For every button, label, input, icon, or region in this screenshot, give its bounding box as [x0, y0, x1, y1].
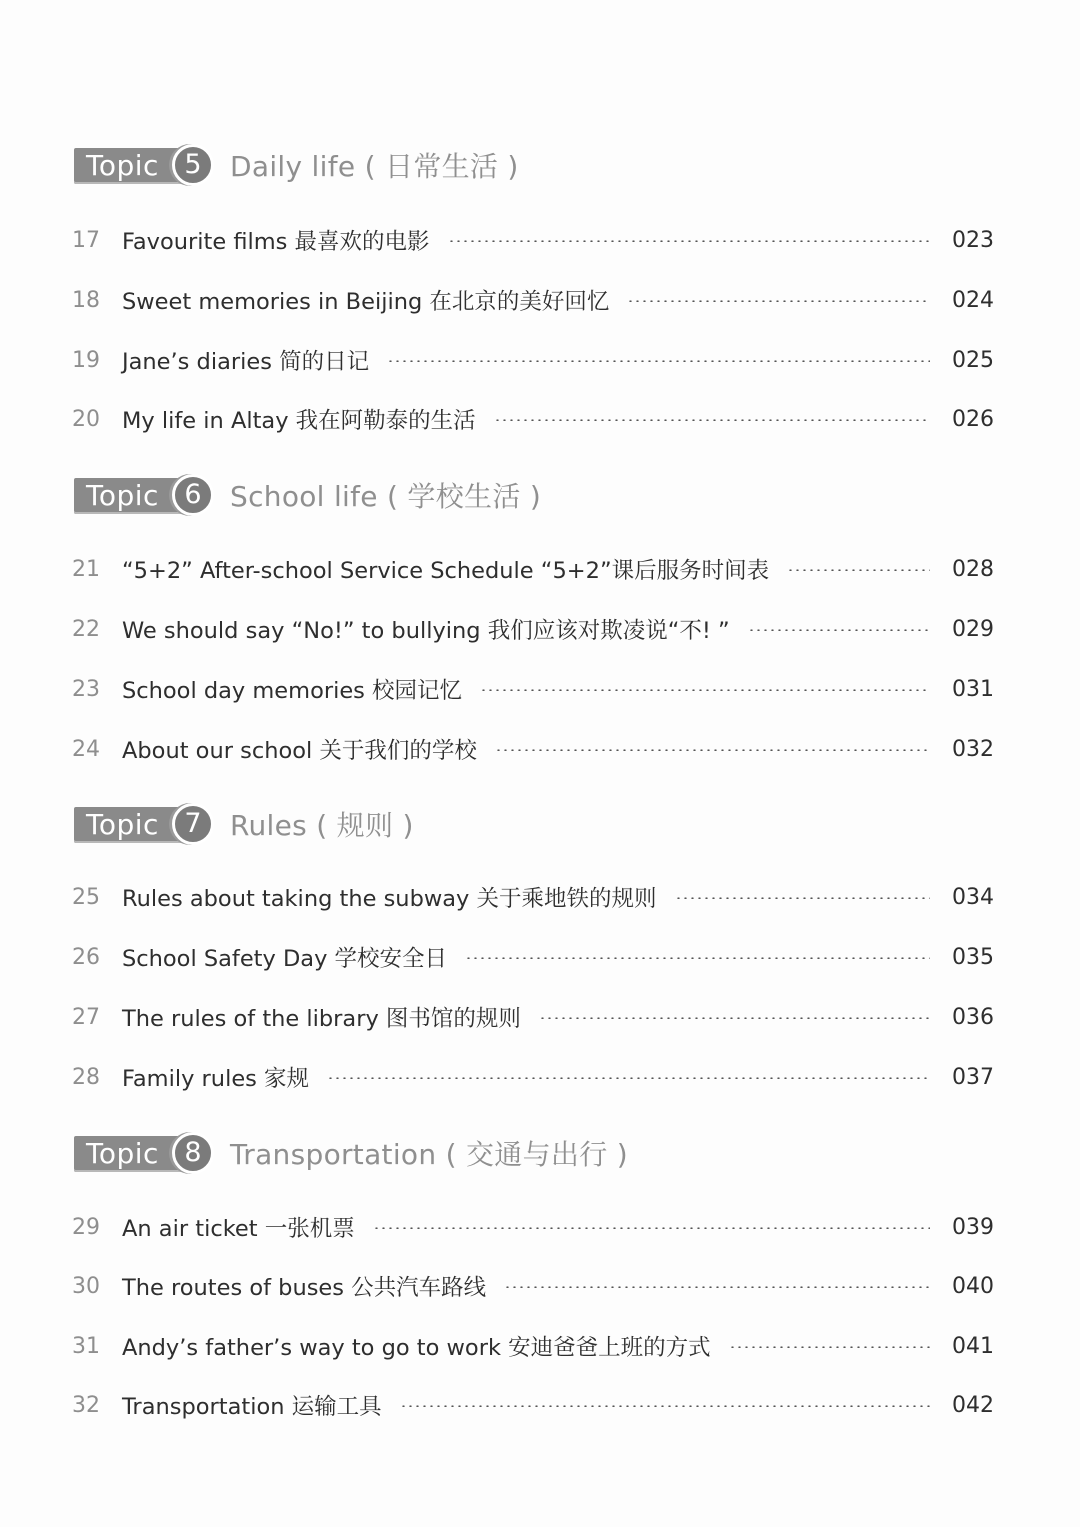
entry-page-number: 023 — [952, 227, 994, 253]
toc-entry[interactable] — [72, 1388, 994, 1422]
topic-badge — [72, 144, 220, 186]
toc-entry[interactable] — [72, 283, 994, 317]
topic-number-circle — [172, 1132, 214, 1174]
topic-number-circle — [172, 144, 214, 186]
dot-leader — [627, 300, 930, 302]
topic-title: School life ( 学校生活 ) — [230, 480, 542, 513]
toc-entry[interactable] — [72, 402, 994, 436]
topic-header — [72, 470, 1002, 520]
topic-badge — [72, 474, 220, 516]
entry-page-number: 028 — [952, 556, 994, 582]
entry-page-number: 041 — [952, 1333, 994, 1359]
entry-page-number: 040 — [952, 1273, 994, 1299]
entry-title: Rules about taking the subway 关于乘地铁的规则 — [122, 886, 657, 912]
entry-title: Andy’s father’s way to go to work 安迪爸爸上班的方式 — [122, 1335, 711, 1361]
toc-entry[interactable] — [72, 1329, 994, 1363]
topic-number-circle — [172, 474, 214, 516]
entry-page-number: 037 — [952, 1064, 994, 1090]
toc-entry[interactable] — [72, 1060, 994, 1094]
topic-section-6 — [72, 470, 1002, 764]
topic-section-8 — [72, 1128, 1002, 1420]
topic-badge — [72, 803, 220, 845]
dot-leader — [495, 749, 930, 751]
entry-page-number: 024 — [952, 287, 994, 313]
toc-entry[interactable] — [72, 880, 994, 914]
entry-number: 21 — [72, 556, 100, 582]
toc-entry[interactable] — [72, 1269, 994, 1303]
topic-badge-label: Topic — [86, 1137, 159, 1170]
toc-entry[interactable] — [72, 1210, 994, 1244]
entry-page-number: 029 — [952, 616, 994, 642]
entry-page-number: 034 — [952, 884, 994, 910]
topic-title: Transportation ( 交通与出行 ) — [230, 1138, 628, 1171]
dot-leader — [787, 569, 930, 571]
entry-page-number: 039 — [952, 1214, 994, 1240]
entry-page-number: 035 — [952, 944, 994, 970]
entry-number: 28 — [72, 1064, 100, 1090]
topic-header — [72, 140, 1002, 190]
entry-number: 32 — [72, 1392, 100, 1418]
entry-number: 17 — [72, 227, 100, 253]
toc-entry[interactable] — [72, 672, 994, 706]
entry-page-number: 031 — [952, 676, 994, 702]
topic-number: 7 — [184, 808, 202, 839]
entry-title: The routes of buses 公共汽车路线 — [122, 1275, 487, 1301]
topic-badge-label: Topic — [86, 808, 159, 841]
toc-entry[interactable] — [72, 223, 994, 257]
topic-header — [72, 799, 1002, 849]
entry-number: 26 — [72, 944, 100, 970]
entry-page-number: 036 — [952, 1004, 994, 1030]
entry-number: 18 — [72, 287, 100, 313]
entry-number: 25 — [72, 884, 100, 910]
entry-title: About our school 关于我们的学校 — [122, 738, 477, 764]
dot-leader — [504, 1286, 930, 1288]
dot-leader — [480, 689, 930, 691]
entry-page-number: 026 — [952, 406, 994, 432]
dot-leader — [387, 360, 930, 362]
topic-header — [72, 1128, 1002, 1178]
entry-title: Transportation 运输工具 — [122, 1394, 382, 1420]
topic-badge-label: Topic — [86, 479, 159, 512]
topic-title: Daily life ( 日常生活 ) — [230, 150, 519, 183]
dot-leader — [729, 1346, 930, 1348]
entry-title: An air ticket 一张机票 — [122, 1216, 355, 1242]
entry-title: The rules of the library 图书馆的规则 — [122, 1006, 521, 1032]
toc-entry[interactable] — [72, 343, 994, 377]
entry-number: 29 — [72, 1214, 100, 1240]
dot-leader — [400, 1405, 930, 1407]
entry-number: 30 — [72, 1273, 100, 1299]
entry-number: 19 — [72, 347, 100, 373]
entry-number: 31 — [72, 1333, 100, 1359]
entry-number: 23 — [72, 676, 100, 702]
entry-title: We should say “No!” to bullying 我们应该对欺凌说“不! ” — [122, 618, 730, 644]
topic-number-circle — [172, 803, 214, 845]
dot-leader — [748, 629, 930, 631]
topic-section-5 — [72, 140, 1002, 434]
entry-page-number: 032 — [952, 736, 994, 762]
dot-leader — [373, 1227, 930, 1229]
toc-entry[interactable] — [72, 552, 994, 586]
dot-leader — [494, 419, 930, 421]
entry-title: Sweet memories in Beijing 在北京的美好回忆 — [122, 289, 610, 315]
dot-leader — [465, 957, 930, 959]
dot-leader — [675, 897, 930, 899]
toc-entry[interactable] — [72, 612, 994, 646]
entry-page-number: 042 — [952, 1392, 994, 1418]
topic-number: 6 — [184, 479, 202, 510]
topic-section-7 — [72, 799, 1002, 1092]
entry-number: 24 — [72, 736, 100, 762]
topic-number: 5 — [184, 149, 202, 180]
dot-leader — [448, 240, 930, 242]
toc-entry[interactable] — [72, 940, 994, 974]
entry-title: “5+2” After-school Service Schedule “5+2”课后服务时间表 — [122, 558, 770, 584]
entry-title: Family rules 家规 — [122, 1066, 310, 1092]
dot-leader — [539, 1017, 930, 1019]
entry-number: 22 — [72, 616, 100, 642]
entry-number: 20 — [72, 406, 100, 432]
topic-number: 8 — [184, 1137, 202, 1168]
toc-entry[interactable] — [72, 1000, 994, 1034]
entry-page-number: 025 — [952, 347, 994, 373]
topic-badge-label: Topic — [86, 149, 159, 182]
entry-title: Jane’s diaries 简的日记 — [122, 349, 370, 375]
entry-title: Favourite films 最喜欢的电影 — [122, 229, 430, 255]
dot-leader — [327, 1077, 930, 1079]
entry-title: School day memories 校园记忆 — [122, 678, 463, 704]
toc-entry[interactable] — [72, 732, 994, 766]
entry-title: School Safety Day 学校安全日 — [122, 946, 448, 972]
entry-title: My life in Altay 我在阿勒泰的生活 — [122, 408, 476, 434]
topic-badge — [72, 1132, 220, 1174]
topic-title: Rules ( 规则 ) — [230, 809, 414, 842]
entry-number: 27 — [72, 1004, 100, 1030]
